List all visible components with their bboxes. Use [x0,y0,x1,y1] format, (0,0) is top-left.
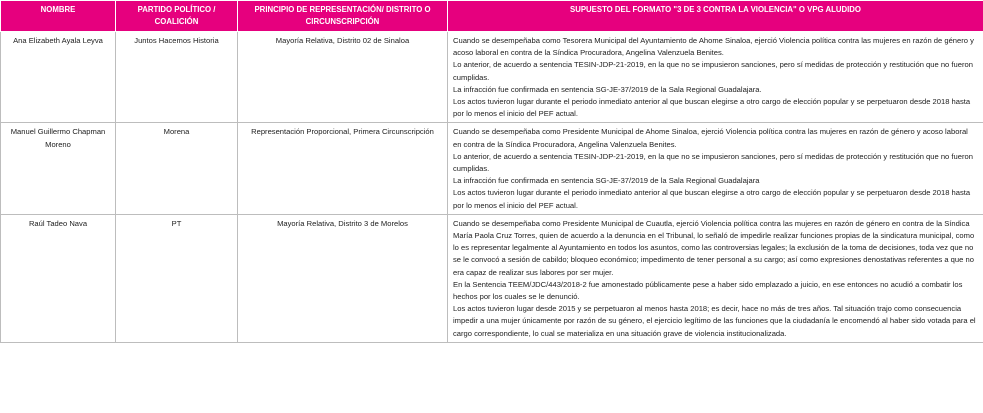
cell-nombre: Ana Elizabeth Ayala Leyva [1,32,116,123]
supuesto-paragraph: Lo anterior, de acuerdo a sentencia TESIN-JDP-21-2019, en la que no se impusieron sanciones, pero sí medidas de protección y restitución que no fueron cumplidas. [453,60,973,82]
cell-supuesto [448,123,983,214]
supuesto-paragraph: Lo anterior, de acuerdo a sentencia TESIN-JDP-21-2019, en la que no se impusieron sanciones, pero sí medidas de protección y restitución que no fueron cumplidas. [453,151,973,174]
supuesto-paragraph: Cuando se desempeñaba como Presidente Municipal de Ahome Sinaloa, ejerció Violencia política contra las mujeres en razón de género y acoso laboral en contra de la Síndica Procuradora, Angelina Valenzuela Benites. [453,127,968,149]
supuesto-paragraph: Los actos tuvieron lugar durante el periodo inmediato anterior al que buscan elegirse a otro cargo de elección popular y se perpetuaron desde 2018 hasta por lo menos el inicio del PEF actual. [453,97,971,119]
table-row [1,214,983,342]
cell-partido: PT [116,214,238,342]
header-nombre: NOMBRE [1,1,116,32]
supuesto-paragraph: Cuando se desempeñaba como Presidente Municipal de Cuautla, ejerció Violencia política contra las mujeres en razón de género en contra de la Síndica María Paola Cruz Torres, quien de acuerdo a la denuncia en el Tribunal, lo señaló de impedirle realizar funciones propias de la sindicatura municipal, como lo es representar legalmente al Ayuntamiento en todos los asuntos, como las controversias legales; la exclusión de la toma de decisiones, toda vez que no se le convocó a sesión de cabildo; bloqueo económico; impedimento de tener personal a su cargo; así como expresiones denostativas referentes a que no era capaz de realizar sus labores por ser mujer. [453,218,975,277]
cell-partido: Morena [116,123,238,214]
table-row [1,32,983,123]
supuesto-paragraph: La infracción fue confirmada en sentencia SG-JE-37/2019 de la Sala Regional Guadalajara [453,176,760,186]
supuesto-paragraph: Los actos tuvieron lugar desde 2015 y se perpetuaron al menos hasta 2018; es decir, hace no más de tres años. Tal situación trajo como consecuencia impedir a una mujer únicamente por razón de su género, el ejercicio legítimo de las funciones que la ciudadanía le encomendó al haber sido votada para el cargo correspondiente, lo cual se materializa en una situación grave de violencia institucionalizada. [453,304,976,338]
header-supuesto: SUPUESTO DEL FORMATO "3 DE 3 CONTRA LA VIOLENCIA" O VPG ALUDIDO [448,1,983,32]
cell-partido: Juntos Hacemos Historia [116,32,238,123]
cell-principio: Mayoría Relativa, Distrito 02 de Sinaloa [238,32,448,123]
supuesto-paragraph: La infracción fue confirmada en sentencia SG-JE-37/2019 de la Sala Regional Guadalajara. [453,84,762,94]
supuesto-paragraph: Los actos tuvieron lugar durante el periodo inmediato anterior al que buscan elegirse a otro cargo de elección popular y se perpetuaron desde 2018 hasta por lo menos el inicio del PEF actual. [453,188,971,210]
header-row [1,1,983,32]
cell-supuesto [448,214,983,342]
cell-principio: Representación Proporcional, Primera Circunscripción [238,123,448,214]
supuesto-paragraph: Cuando se desempeñaba como Tesorera Municipal del Ayuntamiento de Ahome Sinaloa, ejerció Violencia política contra las mujeres en razón de género y acoso laboral en contra de la Síndica Procuradora, Angelina Valenzuela Benites. [453,36,974,58]
cell-supuesto [448,32,983,123]
table-row [1,123,983,214]
cell-nombre: Raúl Tadeo Nava [1,214,116,342]
cell-principio: Mayoría Relativa, Distrito 3 de Morelos [238,214,448,342]
cell-nombre: Manuel Guillermo Chapman Moreno [1,123,116,214]
supuesto-paragraph: En la Sentencia TEEM/JDC/443/2018-2 fue amonestado públicamente pese a haber sido emplazado a juicio, en ese entonces no acudió a combatir los hechos por los cuales se le denunció. [453,279,963,302]
header-partido: PARTIDO POLÍTICO / COALICIÓN [116,1,238,32]
header-principio: PRINCIPIO DE REPRESENTACIÓN/ DISTRITO O CIRCUNSCRIPCIÓN [238,1,448,32]
